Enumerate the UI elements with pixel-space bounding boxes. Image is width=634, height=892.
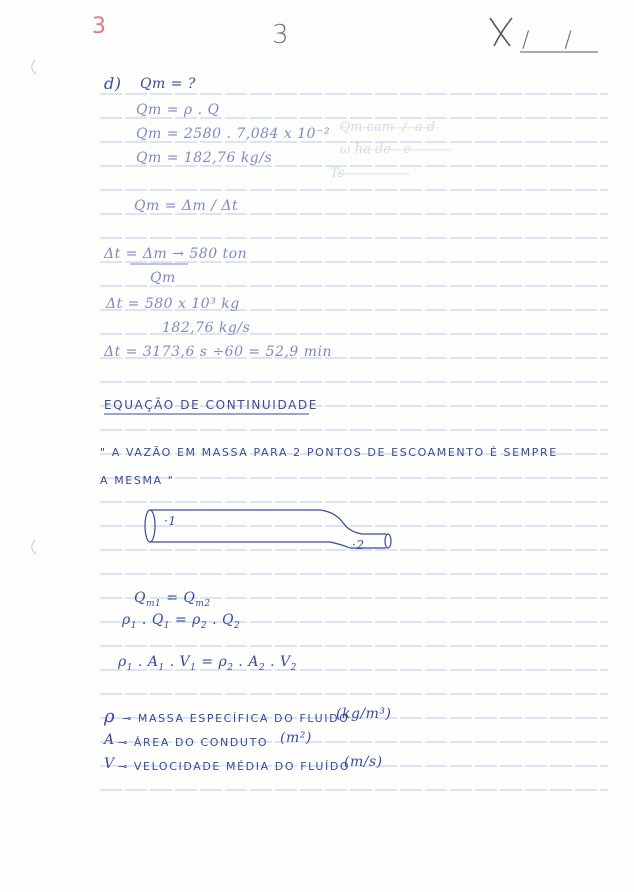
- calc-line: Qm = Δm / Δt: [134, 198, 239, 214]
- calc-line: Δt = 580 x 10³ kg: [106, 296, 240, 312]
- equation-density-flow: $\rho_1$ . $Q_1 = \rho_2$ . $Q_2$: [122, 612, 241, 631]
- section-title: EQUAÇÃO DE CONTINUIDADE: [104, 398, 318, 412]
- corner-page-mark: 3: [92, 14, 106, 39]
- pipe-inlet: [145, 510, 155, 542]
- show-through-text: Ts̶ ̶ ̶ ̶ ̶ ̶ ̶ ̶ ̶ ̶ ̶ ̶ ̶ ̶ ̶ ̶ ̶: [330, 166, 411, 181]
- equation-mass-flow: $Q_{m1} = Q_{m2}$: [134, 590, 211, 609]
- page-number: 3: [272, 20, 289, 50]
- quote-line: " A VAZÃO EM MASSA PARA 2 PONTOS DE ESCOAMENTO É SEMPRE: [100, 446, 558, 459]
- date-underline: [520, 50, 600, 54]
- show-through-text: ω h̶a̶ ̶d̶e̶ ̶ ̶ ̶e̶ ̶ ̶ ̶ ̶ ̶ ̶ ̶ ̶ ̶ ̶: [340, 142, 453, 157]
- show-through-text: ⠀Q̶m̶ ̶c̶a̶m̶ ̶ ̶/̶ ̶ ̶a̶ ̶d̶ ̶: [330, 120, 440, 135]
- legend-text: ⊸ MASSA ESPECÍFICA DO FLUIDO: [122, 712, 350, 725]
- quote-line: A MESMA ": [100, 474, 175, 487]
- date-x-mark: [484, 12, 520, 52]
- pipe-wall-top: [150, 510, 386, 534]
- binder-hole-mark-bottom: [32, 540, 36, 554]
- legend-unit: (m²): [280, 730, 312, 746]
- calc-line: Δt = 3173,6 s ÷60 = 52,9 min: [104, 344, 333, 360]
- legend-unit: (m/s): [344, 754, 383, 770]
- legend-text: ⊸ ÁREA DO CONDUTO: [118, 736, 269, 749]
- calc-line: Qm = 2580 . 7,084 x 10⁻²: [136, 126, 331, 142]
- legend-text: ⊸ VELOCIDADE MÉDIA DO FLUÍDO: [118, 760, 351, 773]
- title-underline: [104, 412, 314, 416]
- calc-line: Qm: [150, 270, 176, 286]
- pipe-outlet: [385, 534, 391, 548]
- legend-symbol: ρ: [104, 706, 116, 727]
- date-field: / /: [522, 28, 586, 53]
- calc-line: Qm = ?: [140, 76, 196, 92]
- pipe-wall-bottom: [150, 542, 386, 548]
- fraction-bar: [130, 262, 190, 266]
- diagram-point-1: ·1: [164, 514, 177, 528]
- legend-symbol: V: [104, 756, 115, 772]
- calc-line: 182,76 kg/s: [162, 320, 251, 336]
- calc-line: Qm = 182,76 kg/s: [136, 150, 273, 166]
- calc-line: Qm = ρ . Q: [136, 102, 220, 118]
- binder-hole-mark-top: [32, 60, 36, 74]
- calc-line: Δt = Δm → 580 ton: [104, 246, 248, 262]
- section-label-d: d): [104, 74, 122, 93]
- legend-symbol: A: [104, 732, 115, 748]
- equation-density-area-velocity: $\rho_1$ . $A_1$ . $V_1 = \rho_2$ . $A_2$ . $V_2$: [118, 654, 297, 673]
- legend-unit: (kg/m³): [336, 706, 392, 722]
- diagram-point-2: ·2: [352, 538, 365, 552]
